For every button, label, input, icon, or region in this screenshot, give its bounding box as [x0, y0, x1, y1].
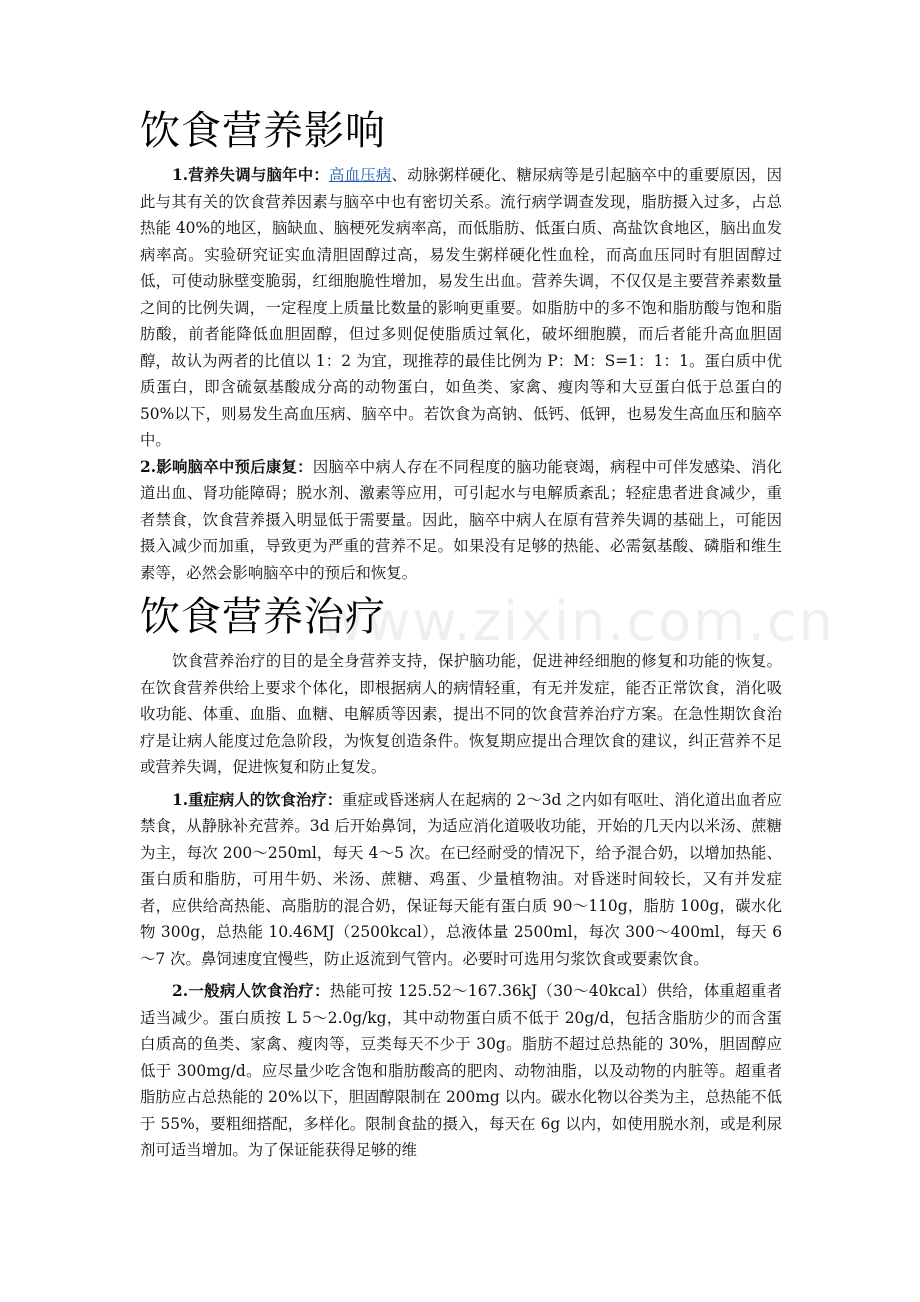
- paragraph-nutrition-imbalance: [140, 162, 782, 454]
- section-title-nutrition-influence: 饮食营养影响: [140, 108, 386, 154]
- paragraph-lead: 1.重症病人的饮食治疗：: [172, 790, 343, 809]
- paragraph-text: 热能可按 125.52～167.36kJ（30～40kcal）供给，体重超重者适当减少。蛋白质按 L 5～2.0g/kg，其中动物蛋白质不低于 20g/d，包括含脂肪少的而含蛋白质高的鱼类、家禽、瘦肉等，豆类每天不少于 30g。脂肪不超过总热能的 30%，胆固醇应低于 300mg/d。应尽量少吃含饱和脂肪酸高的肥肉、动物油脂，以及动物的内脏等。超重者脂肪应占总热能的 20%以下，胆固醇限制在 200mg 以内。碳水化物以谷类为主，总热能不低于 55%，要粗细搭配，多样化。限制食盐的摄入，每天在 6g 以内，如使用脱水剂，或是利尿剂可适当增加。为了保证能获得足够的维: [140, 982, 782, 1159]
- paragraph-text: 因脑卒中病人存在不同程度的脑功能衰竭，病程中可伴发感染、消化道出血、肾功能障碍；脱水剂、激素等应用，可引起水与电解质紊乱；轻症患者进食减少，重者禁食，饮食营养摄入明显低于需要量。因此，脑卒中病人在原有营养失调的基础上，可能因摄入减少而加重，导致更为严重的营养不足。如果没有足够的热能、必需氨基酸、磷脂和维生素等，必然会影响脑卒中的预后和恢复。: [140, 457, 782, 582]
- paragraph-therapy-intro: 饮食营养治疗的目的是全身营养支持，保护脑功能，促进神经细胞的修复和功能的恢复。在饮食营养供给上要求个体化，即根据病人的病情轻重，有无并发症，能否正常饮食，消化吸收功能、体重、血脂、血糖、电解质等因素，提出不同的饮食营养治疗方案。在急性期饮食治疗是让病人能度过危急阶段，为恢复创造条件。恢复期应提出合理饮食的建议，纠正营养不足或营养失调，促进恢复和防止复发。: [140, 652, 782, 776]
- paragraph-prognosis: [140, 454, 782, 587]
- watermark: www.zixin.com.cn: [320, 590, 835, 653]
- paragraph-lead: 2.影响脑卒中预后康复：: [140, 457, 313, 476]
- hypertension-link[interactable]: 高血压病: [328, 166, 392, 184]
- document-page: [140, 100, 782, 1164]
- paragraph-text: 重症或昏迷病人在起病的 2～3d 之内如有呕吐、消化道出血者应禁食，从静脉补充营养。3d 后开始鼻饲，为适应消化道吸收功能，开始的几天内以米汤、蔗糖为主，每次 200～250ml，每天 4～5 次。在已经耐受的情况下，给予混合奶，以增加热能、蛋白质和脂肪，可用牛奶、米汤、蔗糖、鸡蛋、少量植物油。对昏迷时间较长，又有并发症者，应供给高热能、高脂肪的混合奶，保证每天能有蛋白质 90～110g，脂肪 100g，碳水化物 300g，总热能 10.46MJ（2500kcal），总液体量 2500ml，每次 300～400ml，每天 6～7 次。鼻饲速度宜慢些，防止返流到气管内。必要时可选用匀浆饮食或要素饮食。: [140, 790, 782, 968]
- paragraph-general-patients: [140, 978, 782, 1164]
- paragraph-lead: 1.营养失调与脑年中：: [172, 166, 329, 184]
- paragraph-lead: 2.一般病人饮食治疗：: [172, 982, 330, 1000]
- paragraph-severe-patients: [140, 787, 782, 973]
- section-title-nutrition-therapy: 饮食营养治疗: [140, 594, 386, 640]
- paragraph-text: 、动脉粥样硬化、糖尿病等是引起脑卒中的重要原因，因此与其有关的饮食营养因素与脑卒中也有密切关系。流行病学调查发现，脂肪摄入过多，占总热能 40%的地区，脑缺血、脑梗死发病率高，而低脂肪、低蛋白质、高盐饮食地区，脑出血发病率高。实验研究证实血清胆固醇过高，易发生粥样硬化性血栓，而高血压同时有胆固醇过低，可使动脉壁变脆弱，红细胞脆性增加，易发生出血。营养失调，不仅仅是主要营养素数量之间的比例失调，一定程度上质量比数量的影响更重要。如脂肪中的多不饱和脂肪酸与饱和脂肪酸，前者能降低血胆固醇，但过多则促使脂质过氧化，破坏细胞膜，而后者能升高血胆固醇，故认为两者的比值以 1：2 为宜，现推荐的最佳比例为 P：M：S=1：1：1。蛋白质中优质蛋白，即含硫氨基酸成分高的动物蛋白，如鱼类、家禽、瘦肉等和大豆蛋白低于总蛋白的 50%以下，则易发生高血压病、脑卒中。若饮食为高钠、低钙、低钾，也易发生高血压和脑卒中。: [140, 166, 782, 449]
